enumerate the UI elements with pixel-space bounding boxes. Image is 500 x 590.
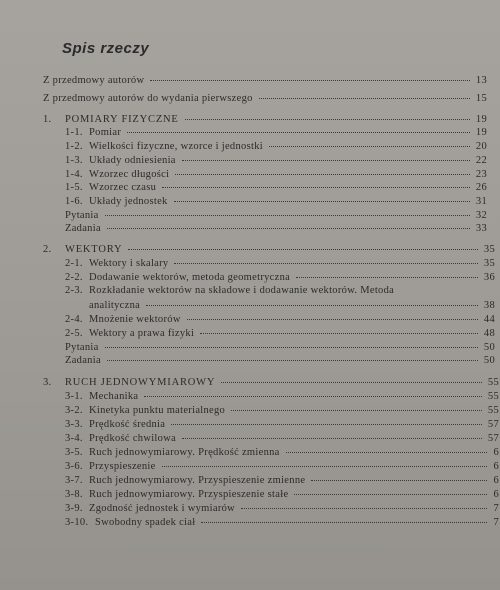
entry-page: 44 — [483, 314, 495, 325]
leader-dots — [175, 166, 470, 175]
leader-dots — [294, 486, 487, 495]
leader-dots — [128, 241, 478, 250]
leader-dots — [296, 269, 478, 278]
leader-dots — [107, 220, 470, 229]
entry-text: Przyspieszenie — [89, 461, 156, 472]
entry-page: 35 — [483, 244, 495, 255]
entry-page: 31 — [475, 196, 487, 207]
leader-dots — [162, 179, 470, 188]
entry-page: 19 — [475, 114, 487, 125]
entry-text: Rozkładanie wektorów na składowe i dodawanie wektorów. Metoda — [89, 285, 395, 296]
entry-page: 13 — [475, 75, 487, 86]
entry-page: 48 — [483, 328, 495, 339]
leader-dots — [162, 458, 488, 467]
leader-dots — [200, 325, 478, 334]
leader-dots — [231, 402, 482, 411]
entry-page: 19 — [475, 127, 487, 138]
entry-number: 1-1. — [65, 127, 83, 138]
entry-page: 55 — [487, 405, 499, 416]
entry-text: Układy jednostek — [89, 196, 168, 207]
leader-dots — [269, 138, 470, 147]
entry-number: 3-6. — [65, 461, 83, 472]
entry-page: 22 — [475, 155, 487, 166]
entry-text: Z przedmowy autorów do wydania pierwszego — [43, 93, 253, 104]
entry-page: 55 — [487, 391, 499, 402]
entry-text: Pomiar — [89, 127, 122, 138]
entry-page: 15 — [475, 93, 487, 104]
toc-entry — [65, 516, 499, 530]
entry-page: 33 — [475, 223, 487, 234]
entry-page: 26 — [475, 182, 487, 193]
entry-page: 57 — [487, 419, 499, 430]
toc-entry — [43, 74, 487, 88]
leader-dots — [259, 90, 470, 99]
toc-entry-line1 — [65, 285, 394, 296]
entry-number: 3-1. — [65, 391, 83, 402]
entry-text: Układy odniesienia — [89, 155, 176, 166]
entry-text: Ruch jednowymiarowy. Przyspieszenie stałe — [89, 489, 289, 500]
leader-dots — [150, 72, 470, 81]
entry-text: Dodawanie wektorów, metoda geometryczna — [89, 272, 291, 283]
entry-page: 6 — [493, 475, 499, 486]
leader-dots — [221, 374, 482, 383]
entry-number: 1-5. — [65, 182, 83, 193]
entry-page: 50 — [483, 342, 495, 353]
entry-text-continued: analityczna — [89, 300, 141, 311]
entry-page: 6 — [493, 461, 499, 472]
entry-number: 1-6. — [65, 196, 83, 207]
entry-text: Zadania — [65, 223, 101, 234]
entry-number: 2-1. — [65, 258, 83, 269]
entry-text: Prędkość chwilowa — [89, 433, 177, 444]
toc-entry — [65, 222, 487, 236]
entry-text: Prędkość średnia — [89, 419, 166, 430]
entry-number: 3-2. — [65, 405, 83, 416]
entry-text: Ruch jednowymiarowy. Przyspieszenie zmienne — [89, 475, 306, 486]
entry-text: Wektory a prawa fizyki — [89, 328, 195, 339]
leader-dots — [105, 339, 478, 348]
leader-dots — [286, 444, 488, 453]
entry-page: 57 — [487, 433, 499, 444]
entry-page: 6 — [493, 489, 499, 500]
toc-entry — [65, 354, 495, 368]
leader-dots — [127, 124, 470, 133]
entry-text: Pytania — [65, 342, 99, 353]
entry-text: Mnożenie wektorów — [89, 314, 181, 325]
leader-dots — [185, 111, 470, 120]
leader-dots — [241, 500, 487, 509]
entry-page: 7 — [493, 503, 499, 514]
entry-number: 2-3. — [65, 285, 83, 296]
entry-number: 3-5. — [65, 447, 83, 458]
entry-number: 3-8. — [65, 489, 83, 500]
leader-dots — [311, 472, 487, 481]
entry-number: 3-3. — [65, 419, 83, 430]
leader-dots — [182, 430, 482, 439]
entry-page: 32 — [475, 210, 487, 221]
leader-dots — [182, 152, 470, 161]
entry-page: 50 — [483, 355, 495, 366]
leader-dots — [174, 255, 477, 264]
entry-number: 1. — [43, 114, 52, 125]
leader-dots — [105, 207, 470, 216]
entry-number: 3. — [43, 377, 52, 388]
entry-text: RUCH JEDNOWYMIAROWY — [65, 377, 216, 388]
entry-text: Wektory i skalary — [89, 258, 169, 269]
leader-dots — [171, 416, 482, 425]
entry-text: Ruch jednowymiarowy. Prędkość zmienna — [89, 447, 280, 458]
entry-number: 2-5. — [65, 328, 83, 339]
leader-dots — [187, 311, 478, 320]
entry-number: 3-4. — [65, 433, 83, 444]
leader-dots — [107, 352, 478, 361]
entry-page: 20 — [475, 141, 487, 152]
entry-page: 35 — [483, 258, 495, 269]
leader-dots — [144, 388, 482, 397]
entry-number: 3-7. — [65, 475, 83, 486]
entry-page: 6 — [493, 447, 499, 458]
entry-number: 1-4. — [65, 169, 83, 180]
entry-number: 2. — [43, 244, 52, 255]
entry-page: 23 — [475, 169, 487, 180]
entry-page: 7 — [493, 517, 499, 528]
entry-text: POMIARY FIZYCZNE — [65, 114, 179, 125]
entry-page: 55 — [487, 377, 499, 388]
entry-number: 1-3. — [65, 155, 83, 166]
entry-text: Z przedmowy autorów — [43, 75, 145, 86]
entry-page: 36 — [483, 272, 495, 283]
page-title: Spis rzeczy — [62, 40, 150, 57]
leader-dots — [201, 514, 487, 523]
entry-text: Pytania — [65, 210, 99, 221]
entry-number: 2-4. — [65, 314, 83, 325]
entry-text: Zadania — [65, 355, 101, 366]
entry-text: Wzorzec czasu — [89, 182, 157, 193]
entry-text: WEKTORY — [65, 244, 123, 255]
toc-entry — [65, 271, 495, 285]
entry-number: 3-9. — [65, 503, 83, 514]
entry-page: 38 — [483, 300, 495, 311]
entry-number: 2-2. — [65, 272, 83, 283]
entry-text: Zgodność jednostek i wymiarów — [89, 503, 236, 514]
leader-dots — [174, 193, 470, 202]
entry-text: Swobodny spadek ciał — [95, 517, 196, 528]
entry-text: Kinetyka punktu materialnego — [89, 405, 226, 416]
entry-text: Mechanika — [89, 391, 139, 402]
entry-number: 1-2. — [65, 141, 83, 152]
entry-number: 3-10. — [65, 517, 89, 528]
entry-text: Wzorzec długości — [89, 169, 170, 180]
toc-entry — [43, 92, 487, 106]
entry-text: Wielkości fizyczne, wzorce i jednostki — [89, 141, 263, 152]
leader-dots — [146, 297, 478, 306]
